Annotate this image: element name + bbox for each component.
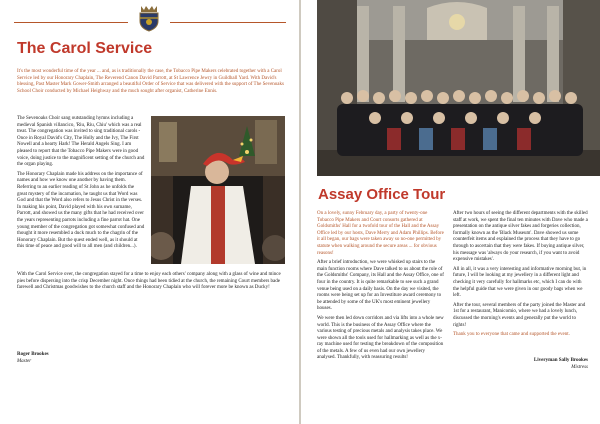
assay-paragraph: After two hours of seeing the different departments with the skilled staff at work, we spent the final ten minutes with Dave who made a presentation on the antique silver fakes and forgeries collection, formally known as the 'Black Museum'. Dave showed us some counterfeit items and explained the process that they have to go through to ascertain that they were fakes. If buying antique silver, his message was 'always do your research, if you want to avoid expensive mistakes'.: [453, 211, 588, 263]
left-page: [0, 0, 299, 424]
carol-signature: [17, 352, 49, 365]
assay-paragraph: After a brief introduction, we were whisked up stairs to the main function rooms where Dave talked to us about the role of the Goldsmiths' Company, its Hall and the Assay Office, one of four in the country. It is quite remarkable to see such a grand venue being used on a daily basis. On the day we visited, the rooms were being set up for an Investiture award ceremony to be attended by some of the UK's most eminent jewellery houses.: [317, 260, 444, 312]
assay-thanks: Thank you to everyone that came and supported the event.: [453, 332, 570, 338]
assay-column-right: [453, 211, 588, 342]
assay-signature: [470, 358, 588, 371]
assay-column-left: [317, 211, 445, 365]
header-rule-left: [14, 22, 128, 23]
signature-role: Mistress: [571, 364, 588, 370]
signature-name: Liveryman Sally Brookes: [533, 358, 588, 363]
assay-group-photo: [317, 0, 600, 176]
carol-service-title: The Carol Service: [17, 40, 153, 57]
signature-role: Master: [17, 358, 32, 364]
carol-column-text: [17, 116, 145, 254]
assay-paragraph: After the tour, several members of the party joined the Master and 1st for a restaurant, Manicomio, where we had a lovely lunch, discussed the morning's events and generally put the world to rights!: [453, 302, 586, 328]
carol-paragraph: The Honorary Chaplain made his address on the importance of names and how we know one another by having them. Referring to an earlier reading of St John as he unfolds the great mystery of the incarnation, he taught us that Word was God and that the Word also refers to Jesus Christ in the verses. In making his point, David played with his own surname, Parrott, and showed us the many gifts that he had received over the years representing parrots including a fine parrot hat. One young member of the congregation got somewhat confused and thought it more resembled a duck much to the chagrin of the Honorary Chaplain. But the quest ended well, as it should at this time of peace and good will to all men (and children...).: [17, 171, 145, 250]
assay-paragraph: All in all, it was a very interesting and informative morning but, in future, I will be looking at my jewellery in a different light and checking it very carefully for hallmarks etc, which I can do with the helpful guide that we were given in our goody bags when we left.: [453, 266, 587, 299]
chaplain-parrot-hat-photo: [151, 116, 285, 264]
assay-tour-title: Assay Office Tour: [318, 186, 446, 203]
carol-closing-paragraph: With the Carol Service over, the congregation stayed for a time to enjoy each others' company along with a glass of wine and mince pies before dispersing into the crisp December night. Once things had been tidied at the church, the remaining Court members bade farewell and Christmas goodwishes to the church staff and the Honorary Chaplain who will forever more be known as Ducky!: [17, 272, 281, 291]
carol-intro: It's the most wonderful time of the year ... and, as is traditionally the case, the Tobacco Pipe Makers celebrated together with a Carol Service led by our Honorary Chaplain, The Reverend Canon David Parrott, at St Lawrence Jewry in Guildhall Yard. With David's blessing, Past Master Mark Gower-Smith arranged a beautiful Order of Service that was delivered with the support of The Sevenoaks School Choir conducted by Michael Heighway and the much sought after organist, Catherine Ennis.: [17, 69, 284, 94]
assay-paragraph: We were then led down corridors and via lifts into a whole new world. This is the business of the Assay Office where the various testing of precious metals and analysis takes place. We were shown all the tools used for hallmarking as well as the x-ray machine used for testing the breakdown of the composition of the metals. A few of us even had our own jewellery analysed. Thankfully, with reassuring results!: [317, 315, 444, 361]
signature-name: Roger Brookes: [17, 352, 49, 357]
guild-crest-icon: [136, 4, 162, 32]
assay-intro: On a lovely, sunny February day, a party of twenty-one Tobacco Pipe Makers and Court consorts gathered at Goldsmiths' Hall for a twofold tour of the Hall and the Assay Office led by our hosts, Dave Merry and Adam Phillips. Before it all began, our bags were taken away so no-one permitted by statute when walking around the secure areas ... for obvious reasons!: [317, 211, 444, 256]
carol-paragraph: The Sevenoaks Choir sang outstanding hymns including a medieval Spanish villancico, 'Riu, Riu, Chiu' which was a real treat. The congregation was invited to sing traditional carols - Once in Royal David's City, The Holly and the Ivy, The First Nowell and a hearty Hark! The Herald Angels Sing. I am pleased to report that the Tobacco Pipe Makers were in good voice, doing justice to the magnificent setting of the church and the organ playing.: [17, 116, 145, 168]
header-rule-right: [170, 22, 286, 23]
